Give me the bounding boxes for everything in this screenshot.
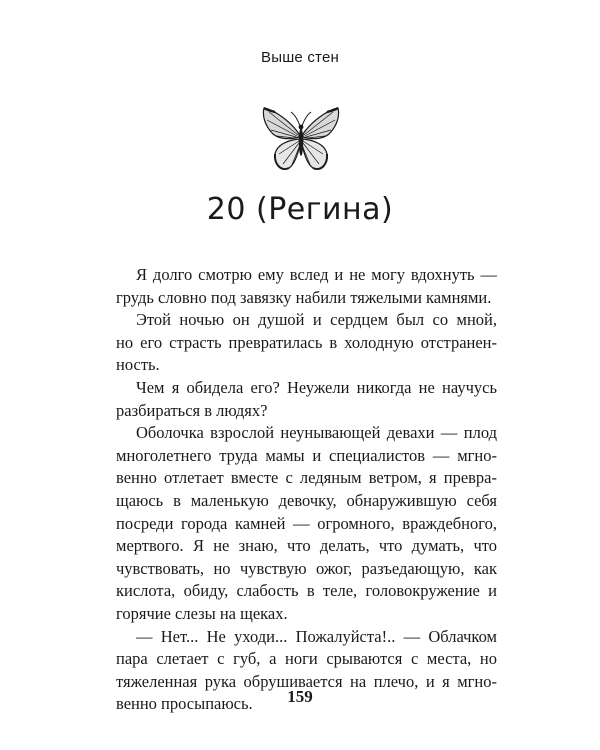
text-line: пара слетает с губ, а ноги срываются с места, но bbox=[116, 649, 497, 669]
text-line: грудь словно под завязку набили тяжелыми камнями. bbox=[116, 287, 492, 307]
text-line: Я долго смотрю ему вслед и не могу вдохнуть — bbox=[136, 265, 497, 284]
body-text bbox=[116, 264, 497, 716]
running-head: Выше стен bbox=[261, 49, 339, 66]
text-line: ность. bbox=[116, 355, 160, 375]
text-line: венно отлетает вместе с ледяным ветром, я превра- bbox=[116, 468, 497, 488]
text-line: чувствовать, но чувствую ожог, разъедающую, как bbox=[116, 558, 497, 578]
text-line: кислота, обиду, слабость в теле, головокружение и bbox=[116, 581, 497, 601]
text-line: — Нет... Не уходи... Пожалуйста!.. — Облачком bbox=[136, 626, 497, 646]
text-line: мертвого. Я не знаю, что делать, что думать, что bbox=[116, 536, 497, 556]
text-line: Оболочка взрослой неунывающей девахи — плод bbox=[136, 423, 497, 443]
butterfly-icon bbox=[261, 104, 341, 176]
chapter-title: 20 (Регина) bbox=[206, 192, 394, 227]
text-line: венно просыпаюсь. bbox=[116, 694, 253, 714]
text-line: тяжеленная рука обрушивается на плечо, и я мгно- bbox=[116, 671, 497, 691]
text-line: посреди города камней — огромного, враждебного, bbox=[116, 513, 497, 533]
text-line: щаюсь в маленькую девочку, обнаружившую себя bbox=[116, 490, 497, 510]
page-number: 159 bbox=[287, 687, 313, 706]
text-line: разбираться в людях? bbox=[116, 400, 268, 420]
text-line: но его страсть превратилась в холодную отстранен- bbox=[116, 332, 497, 352]
text-line: горячие слезы на щеках. bbox=[116, 603, 288, 623]
text-line: Чем я обидела его? Неужели никогда не научусь bbox=[136, 377, 497, 397]
text-line: Этой ночью он душой и сердцем был со мной, bbox=[136, 310, 497, 330]
text-line: многолетнего труда мамы и специалистов — мгно- bbox=[116, 445, 497, 465]
